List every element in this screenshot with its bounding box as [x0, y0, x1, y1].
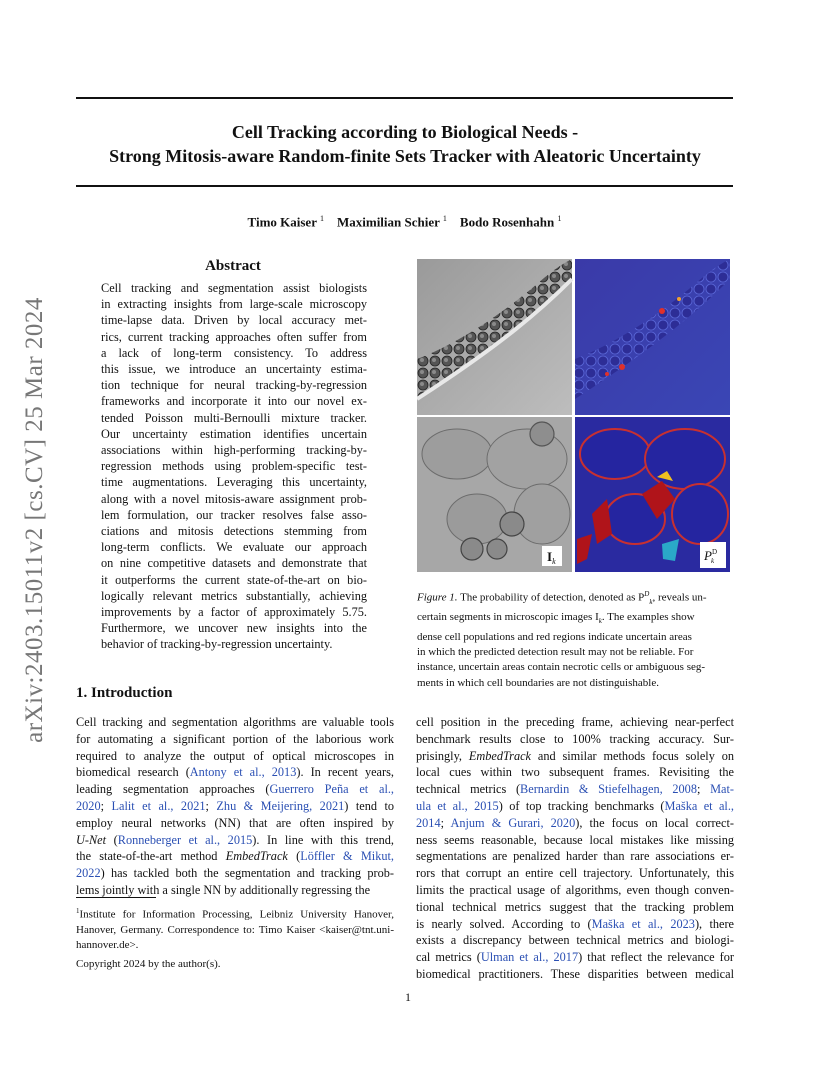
- citation-link[interactable]: 2022: [76, 866, 101, 881]
- author-affiliation: 1: [442, 214, 447, 223]
- figure-caption-line: The probability of detection, denoted as P: [457, 591, 645, 604]
- citation-link[interactable]: Lalit et al., 2021: [111, 798, 206, 813]
- intro-line: is nearly solved. According to (Maška et al., 2023), there: [416, 916, 735, 931]
- figure-label-right: $P^D$ k: [704, 548, 718, 565]
- section-heading-introduction: 1. Introduction: [76, 685, 173, 701]
- intro-line: biomedical research (Antony et al., 2013). In recent years,: [76, 765, 394, 780]
- title-bottom-rule: [76, 185, 733, 187]
- citation-link[interactable]: Mat-: [710, 782, 734, 797]
- citation-link[interactable]: Antony et al., 2013: [189, 765, 297, 780]
- intro-line: segmentations are penalized harder than rare associations er-: [416, 849, 734, 864]
- panel-top-left: [417, 259, 572, 415]
- citation-link[interactable]: 2014: [416, 815, 441, 830]
- intro-line: prisingly, EmbedTrack and similar methods focus solely on: [416, 748, 734, 763]
- intro-text-left: [76, 714, 394, 899]
- footnote-mark: 1: [76, 907, 80, 915]
- intro-line: 2014; Anjum & Gurari, 2020), the focus on local correct-: [416, 815, 734, 830]
- intro-line: rors that corrupt an entire cell trajectory. Unfortunately, this: [416, 866, 734, 881]
- intro-line: cell position in the preceding frame, achieving near-perfect: [416, 715, 734, 729]
- abstract-line: tion technique for neural tracking-by-regression: [101, 378, 367, 393]
- citation-link[interactable]: Maška et al., 2023: [591, 916, 695, 931]
- figure-caption-line: ments in which cell boundaries are not distinguishable.: [417, 676, 659, 689]
- figure-1-image: [417, 259, 730, 572]
- abstract-line: this issue, we introduce an uncertainty estima-: [101, 362, 367, 377]
- abstract-line: tended Poisson multi-Bernoulli mixture tracker.: [101, 410, 367, 425]
- intro-line: biomedical practitioners. These disparities between medical: [416, 966, 734, 981]
- intro-line: ness seems reasonable, because local mistakes like missing: [416, 832, 734, 847]
- intro-line: lems jointly with a single NN by additionally regressing the: [76, 882, 371, 897]
- citation-link[interactable]: 2020: [76, 798, 101, 813]
- panel-bottom-left: [417, 417, 572, 572]
- citation-link[interactable]: ula et al., 2015: [416, 798, 499, 813]
- author-name: Maximilian Schier: [336, 214, 440, 230]
- intro-line: employ neural networks (NN) that are often inspired by: [76, 815, 394, 830]
- intro-line: U-Net (Ronneberger et al., 2015). In line with this trend,: [76, 832, 395, 847]
- abstract-line: time-lapse data. Driven by local accuracy met-: [101, 313, 367, 328]
- paper-title: [60, 120, 750, 168]
- intro-line: 2022) has tackled both the segmentation and tracking prob-: [76, 866, 394, 881]
- intro-line: leading segmentation approaches (Guerrero Peña et al.,: [76, 782, 395, 797]
- citation-link[interactable]: Maška et al.,: [664, 798, 734, 813]
- abstract-line: time augmentations. Leveraging this uncertainty,: [101, 475, 367, 490]
- abstract-line: frameworks and incorporate it into our novel ex-: [101, 394, 367, 409]
- arxiv-sidebar: [15, 280, 55, 760]
- author-name: Bodo Rosenhahn: [459, 214, 555, 230]
- intro-line: the state-of-the-art method EmbedTrack (Löffler & Mikut,: [76, 849, 395, 864]
- figure-caption-label: Figure 1.: [417, 591, 458, 604]
- author-list: [76, 214, 733, 230]
- intro-line: limits the practical usage of algorithms, even though conven-: [416, 882, 734, 897]
- footnote-text: Institute for Information Processing, Leibniz University Hanover, Hanover, Germany. Correspondence to: Timo Kaiser <kaiser@tnt.uni-hannover.de>.: [76, 908, 394, 951]
- figure-caption-line: certain segments in microscopic images I: [417, 611, 599, 624]
- caption-symbol-sup: D: [644, 590, 650, 598]
- intro-line: technical metrics (Bernardin & Stiefelhagen, 2008; Mat-: [416, 782, 734, 797]
- author-affiliation: 1: [557, 214, 562, 223]
- figure-caption-line: in which the predicted detection result may not be reliable. For: [417, 645, 694, 658]
- citation-link[interactable]: Zhu & Meijering, 2021: [216, 798, 345, 813]
- abstract-line: behavior of tracking-by-regression uncertainty.: [101, 637, 333, 652]
- intro-line: 2020; Lalit et al., 2021; Zhu & Meijering, 2021) tend to: [76, 798, 395, 813]
- citation-link[interactable]: Ronneberger et al., 2015: [117, 832, 253, 847]
- figure-caption-line: instance, uncertain areas contain necrotic cells or ambiguous seg-: [417, 661, 706, 674]
- abstract-line: it outperforms the current state-of-the-art on bio-: [101, 572, 367, 587]
- title-line-1: Cell Tracking according to Biological Needs -: [231, 122, 579, 142]
- arxiv-identifier: arXiv:2403.15011v2 [cs.CV] 25 Mar 2024: [21, 297, 48, 743]
- intro-line: for automating a significant portion of the laborious work: [76, 731, 394, 746]
- intro-line: tional technical metrics suggest that the tracking problem: [416, 899, 734, 914]
- affiliation-footnote: [76, 904, 394, 953]
- intro-line: exists a discrepancy between technical metrics and biologi-: [416, 933, 734, 948]
- panel-bottom-right: [575, 417, 730, 572]
- intro-line: required to analyze the output of optical microscopes in: [76, 748, 394, 763]
- intro-line: benchmark results close to 100% tracking accuracy. Sur-: [416, 731, 734, 746]
- author-affiliation: 1: [319, 214, 324, 223]
- abstract-line: Cell tracking and segmentation assist biologists: [101, 281, 367, 295]
- panel-top-right: [575, 259, 730, 415]
- citation-link[interactable]: Anjum & Gurari, 2020: [450, 815, 576, 830]
- abstract-line: ciations and mitosis detections stemming from: [101, 524, 367, 539]
- citation-link[interactable]: Bernardin & Stiefelhagen, 2008: [520, 782, 697, 797]
- abstract-line: on nine competitive datasets and demonstrate that: [101, 556, 367, 571]
- title-line-2: Strong Mitosis-aware Random-finite Sets Tracker with Aleatoric Uncertainty: [109, 146, 701, 166]
- caption-image-sub: k: [598, 617, 602, 626]
- abstract-line: a lack of long-term consistency. To address: [101, 345, 367, 360]
- intro-line: Cell tracking and segmentation algorithms are valuable tools: [76, 715, 394, 729]
- abstract-line: Our uncertainty estimation identifies uncertain: [101, 426, 367, 441]
- figure-label-left: $I_k$: [547, 549, 556, 566]
- caption-symbol-sub: k: [649, 597, 653, 606]
- copyright-notice: Copyright 2024 by the author(s).: [76, 958, 221, 970]
- abstract-heading: Abstract: [205, 258, 261, 274]
- abstract-line: improvements by a factor of approximately 5.75.: [101, 605, 367, 620]
- abstract-line: along with a novel mitosis-aware assignment prob-: [101, 491, 367, 506]
- figure-caption-line: dense cell populations and red regions indicate uncertain areas: [417, 630, 692, 643]
- abstract-line: lem formulation, our tracker resolves false asso-: [101, 507, 367, 522]
- top-rule: [76, 97, 733, 99]
- intro-text-right: [416, 714, 734, 983]
- abstract-text: [101, 280, 367, 653]
- figure-1-caption: [417, 587, 735, 691]
- abstract-line: associations within high-performing tracking-by-: [101, 443, 367, 458]
- footnote-rule: [76, 897, 156, 898]
- citation-link[interactable]: Guerrero Peña et al.,: [269, 782, 395, 797]
- figure-caption-tail: . The examples show: [601, 611, 695, 624]
- abstract-line: logically relevant metrics substantially, achieving: [101, 588, 367, 603]
- citation-link[interactable]: Ulman et al., 2017: [480, 950, 579, 965]
- figure-caption-tail: , reveals un-: [652, 591, 707, 604]
- abstract-line: in extracting insights from large-scale microscopy: [101, 297, 367, 312]
- abstract-line: Furthermore, we uncover new insights into the: [101, 621, 367, 636]
- page-number: 1: [405, 990, 411, 1004]
- abstract-line: regression methods using problem-specific test-: [101, 459, 367, 474]
- author-name: Timo Kaiser: [247, 214, 317, 230]
- abstract-line: rics, current tracking approaches often suffer from: [101, 329, 367, 344]
- citation-link[interactable]: Löffler & Mikut,: [300, 849, 395, 864]
- abstract-line: long-term conflicts. We evaluate our approach: [101, 540, 367, 555]
- intro-line: local cues within two subsequent frames. Revisiting the: [416, 765, 734, 780]
- intro-line: cal metrics (Ulman et al., 2017) that reflect the relevance for: [416, 950, 734, 965]
- intro-line: ula et al., 2015) of top tracking benchmarks (Maška et al.,: [416, 798, 734, 813]
